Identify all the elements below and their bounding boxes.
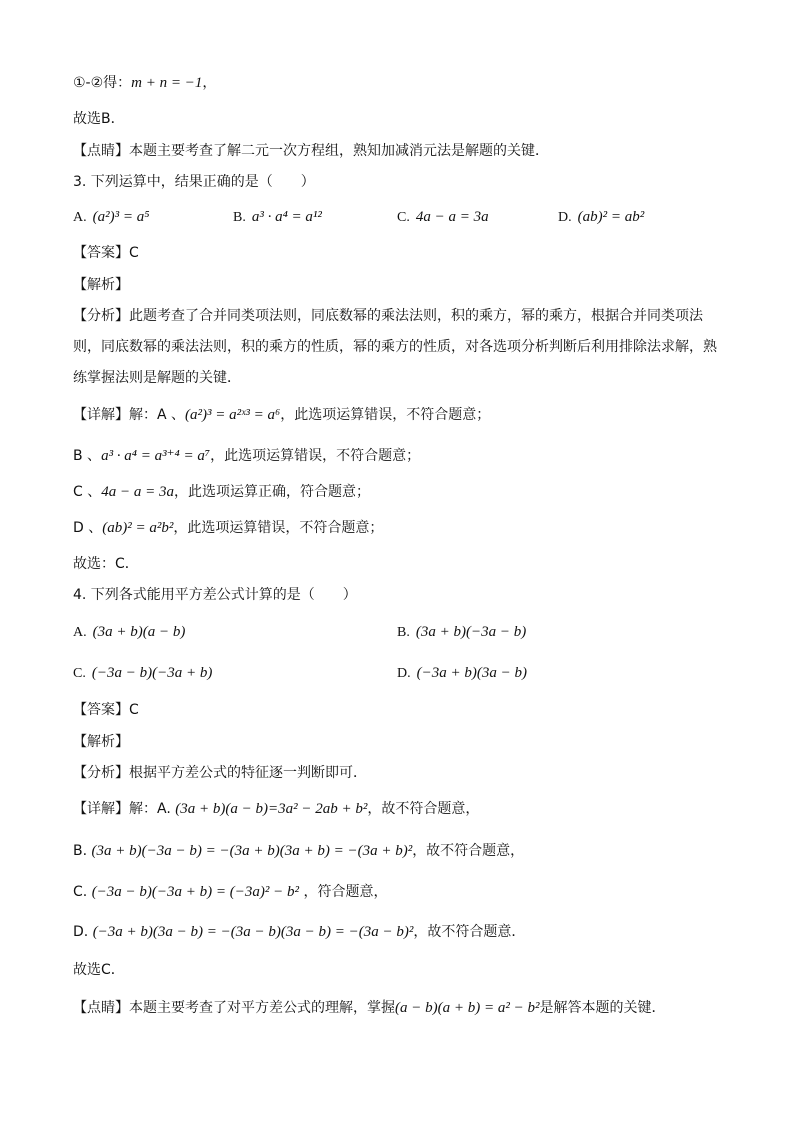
q4-fenxi: 【分析】根据平方差公式的特征逐一判断即可． xyxy=(73,765,367,781)
choose-line-q2: 故选B． xyxy=(73,111,125,127)
question-4-stem: 4. 下列各式能用平方差公式计算的是（ ） xyxy=(73,587,357,603)
q3-fenxi-line-3: 练掌握法则是解题的关键． xyxy=(73,370,241,386)
q3-detail-a: 【详解】解：A 、(a²)³ = a²ˣ³ = a⁶，此选项运算错误，不符合题意； xyxy=(73,407,491,423)
q4-jiexi: 【解析】 xyxy=(73,734,129,750)
q3-detail-d: D 、(ab)² = a²b²，此选项运算错误，不符合题意； xyxy=(73,520,384,536)
q4-detail-a: 【详解】解：A. (3a + b)(a − b)=3a² − 2ab + b²，故不符合题意， xyxy=(73,801,480,817)
q3-option-d: D. (ab)² = ab² xyxy=(558,209,645,225)
q4-detail-d: D. (−3a + b)(3a − b) = −(3a − b)(3a − b) = −(3a − b)²，故不符合题意． xyxy=(73,924,526,940)
q3-fenxi-line-2: 则，同底数幂的乘法法则，积的乘方的性质，幂的乘方的性质，对各选项分析判断后利用排除法求解，熟 xyxy=(73,339,717,355)
dianjing-q2: 【点睛】本题主要考查了解二元一次方程组，熟知加减消元法是解题的关键． xyxy=(73,143,549,159)
q3-fenxi-line-1: 【分析】此题考查了合并同类项法则，同底数幂的乘法法则，积的乘方，幂的乘方，根据合并同类项法 xyxy=(73,308,703,324)
q4-option-a: A. (3a + b)(a − b) xyxy=(73,624,186,640)
q4-option-d: D. (−3a + b)(3a − b) xyxy=(397,665,527,681)
q3-option-b: B. a³ · a⁴ = a¹² xyxy=(233,209,322,225)
q3-answer: 【答案】C xyxy=(73,245,139,261)
q3-jiexi: 【解析】 xyxy=(73,277,129,293)
q4-option-c: C. (−3a − b)(−3a + b) xyxy=(73,665,213,681)
equation-subtract-line: ①-②得：m + n = −1， xyxy=(73,75,217,91)
q4-answer: 【答案】C xyxy=(73,702,139,718)
q3-detail-c: C 、4a − a = 3a，此选项运算正确，符合题意； xyxy=(73,484,370,500)
q3-option-a: A. (a²)³ = a⁵ xyxy=(73,209,150,225)
question-3-stem: 3. 下列运算中，结果正确的是（ ） xyxy=(73,174,315,190)
q4-option-b: B. (3a + b)(−3a − b) xyxy=(397,624,527,640)
q3-option-c: C. 4a − a = 3a xyxy=(397,209,489,225)
q4-dianjing: 【点睛】本题主要考查了对平方差公式的理解，掌握(a − b)(a + b) = a² − b²是解答本题的关键． xyxy=(73,1000,666,1016)
q4-detail-b: B. (3a + b)(−3a − b) = −(3a + b)(3a + b) = −(3a + b)²，故不符合题意， xyxy=(73,843,525,859)
q3-detail-b: B 、a³ · a⁴ = a³⁺⁴ = a⁷，此选项运算错误，不符合题意； xyxy=(73,448,421,464)
q4-choose: 故选C． xyxy=(73,962,125,978)
q3-choose: 故选：C． xyxy=(73,556,139,572)
q4-detail-c: C. (−3a − b)(−3a + b) = (−3a)² − b² ，符合题意， xyxy=(73,884,388,900)
